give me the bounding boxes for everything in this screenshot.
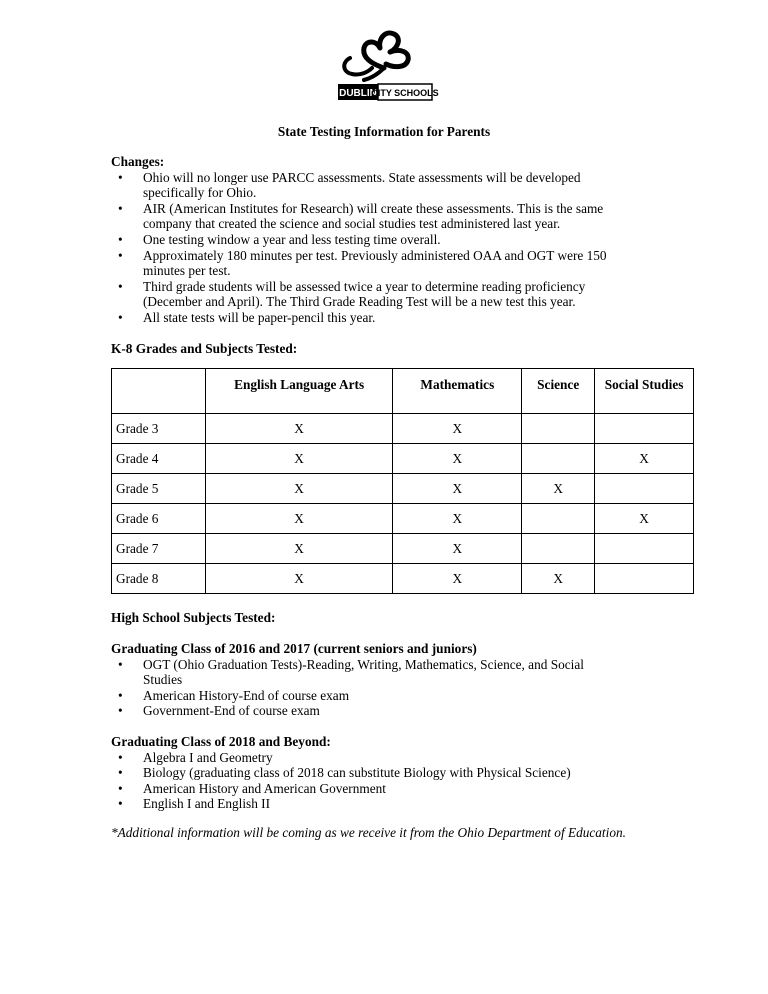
- table-cell-ela: X: [205, 564, 393, 594]
- table-cell-science: X: [522, 474, 595, 504]
- list-item: [111, 703, 671, 719]
- table-header-row: [112, 369, 694, 414]
- bullet-icon: •: [118, 765, 123, 781]
- table-cell-grade: Grade 3: [112, 414, 206, 444]
- list-item: [111, 765, 671, 781]
- table-cell-grade: Grade 5: [112, 474, 206, 504]
- list-item-text: company that created the science and social studies test administered last year.: [143, 216, 561, 232]
- table-cell-math: X: [393, 534, 522, 564]
- class-2018-heading: Graduating Class of 2018 and Beyond:: [111, 734, 331, 749]
- bullet-icon: •: [118, 231, 123, 247]
- table-cell-grade: Grade 6: [112, 504, 206, 534]
- list-item-text: minutes per test.: [143, 263, 231, 279]
- table-header-social-studies: Social Studies: [595, 369, 694, 414]
- k8-heading: K-8 Grades and Subjects Tested:: [111, 341, 298, 356]
- bullet-icon: •: [118, 656, 123, 672]
- list-item-text: Government-End of course exam: [143, 703, 320, 719]
- table-cell-grade: Grade 7: [112, 534, 206, 564]
- list-item-text: Algebra I and Geometry: [143, 749, 273, 765]
- dublin-city-schools-logo: [328, 28, 440, 106]
- list-item-text: American History and American Government: [143, 780, 386, 796]
- table-cell-social-studies: [595, 564, 694, 594]
- table-cell-ela: X: [205, 504, 393, 534]
- table-header-ela: English Language Arts: [205, 369, 393, 414]
- table-row: [112, 564, 694, 594]
- list-item: [111, 750, 671, 766]
- list-item: [111, 796, 671, 812]
- list-item-text: One testing window a year and less testing time overall.: [143, 231, 441, 247]
- table-cell-math: X: [393, 474, 522, 504]
- list-item-text: Ohio will no longer use PARCC assessments. State assessments will be developed: [143, 169, 581, 185]
- table-row: [112, 504, 694, 534]
- shamrock-logo-icon: [328, 28, 440, 106]
- bullet-icon: •: [118, 247, 123, 263]
- list-item-text: specifically for Ohio.: [143, 185, 257, 201]
- table-cell-science: X: [522, 564, 595, 594]
- list-item: [111, 170, 671, 201]
- list-item: [111, 688, 671, 704]
- list-item: [111, 232, 671, 248]
- table-header-science: Science: [522, 369, 595, 414]
- bullet-icon: •: [118, 749, 123, 765]
- table-cell-ela: X: [205, 534, 393, 564]
- list-item: [111, 657, 671, 688]
- list-item-text: OGT (Ohio Graduation Tests)-Reading, Writing, Mathematics, Science, and Social: [143, 656, 584, 672]
- bullet-icon: •: [118, 687, 123, 703]
- table-cell-social-studies: X: [595, 444, 694, 474]
- table-cell-social-studies: X: [595, 504, 694, 534]
- list-item-text: American History-End of course exam: [143, 687, 350, 703]
- table-cell-math: X: [393, 504, 522, 534]
- table-cell-social-studies: [595, 474, 694, 504]
- table-cell-ela: X: [205, 474, 393, 504]
- svg-text:CITY SCHOOLS: CITY SCHOOLS: [371, 88, 439, 98]
- page-title: State Testing Information for Parents: [277, 124, 491, 139]
- list-item-text: (December and April). The Third Grade Reading Test will be a new test this year.: [143, 294, 576, 310]
- class-2016-section: [111, 641, 671, 719]
- table-cell-math: X: [393, 444, 522, 474]
- list-item-text: Approximately 180 minutes per test. Previously administered OAA and OGT were 150: [143, 247, 607, 263]
- high-school-heading: High School Subjects Tested:: [111, 610, 276, 625]
- list-item: [111, 201, 671, 232]
- bullet-icon: •: [118, 278, 123, 294]
- table-cell-science: [522, 504, 595, 534]
- list-item-text: English I and English II: [143, 796, 271, 812]
- bullet-icon: •: [118, 200, 123, 216]
- table-row: [112, 534, 694, 564]
- table-cell-ela: X: [205, 444, 393, 474]
- table-row: [112, 414, 694, 444]
- changes-heading: Changes:: [111, 154, 165, 169]
- bullet-icon: •: [118, 703, 123, 719]
- changes-list: [111, 170, 671, 326]
- class-2018-list: [111, 750, 671, 812]
- table-header-math: Mathematics: [393, 369, 522, 414]
- table-row: [112, 474, 694, 504]
- bullet-icon: •: [118, 309, 123, 325]
- table-row: [112, 444, 694, 474]
- svg-text:DUBLIN: DUBLIN: [339, 88, 377, 99]
- table-cell-science: [522, 534, 595, 564]
- list-item: [111, 781, 671, 797]
- table-cell-science: [522, 444, 595, 474]
- table-header-corner: [112, 369, 206, 414]
- k8-subjects-table: [111, 368, 694, 594]
- table-cell-social-studies: [595, 414, 694, 444]
- class-2016-list: [111, 657, 671, 719]
- additional-info-note: *Additional information will be coming as we receive it from the Ohio Department of Education.: [111, 825, 626, 840]
- changes-section: [111, 154, 671, 326]
- table-cell-science: [522, 414, 595, 444]
- table-cell-grade: Grade 4: [112, 444, 206, 474]
- list-item: [111, 310, 671, 326]
- class-2018-section: [111, 734, 671, 812]
- list-item-text: AIR (American Institutes for Research) will create these assessments. This is the same: [143, 200, 604, 216]
- bullet-icon: •: [118, 780, 123, 796]
- table-cell-math: X: [393, 564, 522, 594]
- bullet-icon: •: [118, 796, 123, 812]
- bullet-icon: •: [118, 169, 123, 185]
- table-cell-math: X: [393, 414, 522, 444]
- list-item-text: Biology (graduating class of 2018 can substitute Biology with Physical Science): [143, 765, 571, 781]
- list-item-text: Third grade students will be assessed twice a year to determine reading proficiency: [143, 278, 586, 294]
- list-item: [111, 279, 671, 310]
- table-cell-ela: X: [205, 414, 393, 444]
- table-cell-grade: Grade 8: [112, 564, 206, 594]
- class-2016-heading: Graduating Class of 2016 and 2017 (current seniors and juniors): [111, 641, 477, 656]
- list-item-text: Studies: [143, 672, 183, 688]
- list-item-text: All state tests will be paper-pencil this year.: [143, 309, 376, 325]
- table-cell-social-studies: [595, 534, 694, 564]
- list-item: [111, 248, 671, 279]
